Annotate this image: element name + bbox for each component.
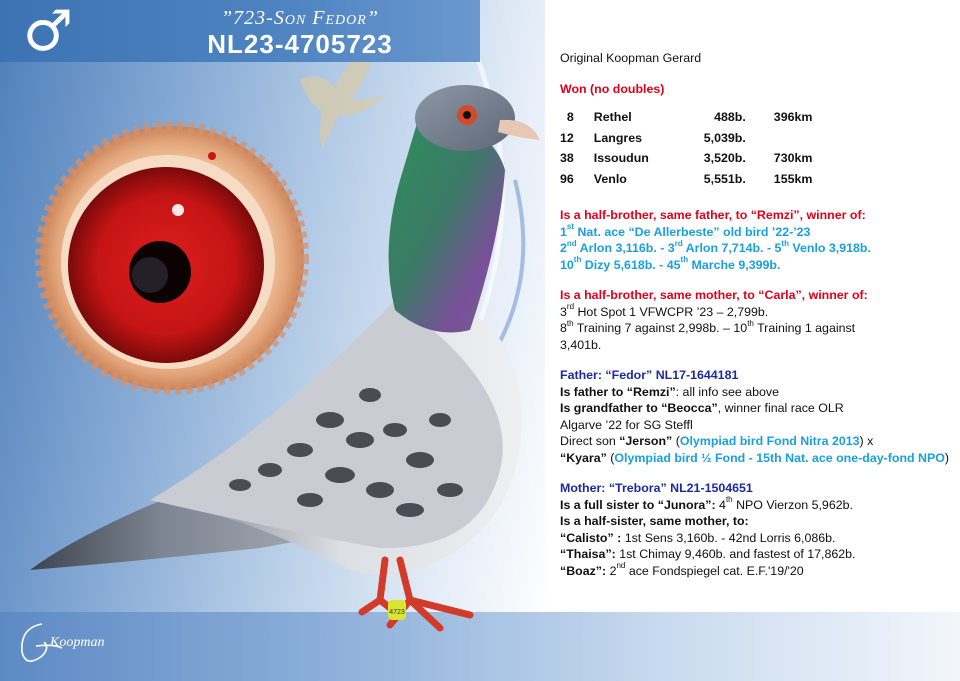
remzi-line: 2nd Arlon 3,116b. - 3rd Arlon 7,714b. - 5th Venlo 3,918b.	[560, 238, 871, 255]
carla-line: 3rd Hot Spot 1 VFWCPR ’23 – 2,799b.	[560, 302, 769, 319]
carla-line: 8th Training 7 against 2,998b. – 10th Training 1 against	[560, 318, 856, 335]
remzi-heading: Is a half-brother, same father, to “Remzi”, winner of:	[560, 208, 866, 222]
father-section	[560, 367, 955, 466]
won-heading: Won (no doubles)	[560, 81, 665, 96]
leg-ring-label: 4723	[389, 609, 405, 616]
remzi-line: 1st Nat. ace “De Allerbeste” old bird ’22-’23	[560, 222, 811, 239]
svg-text:Koopman: Koopman	[50, 635, 105, 650]
pigeon-name: ”723-Son Fedor”	[221, 7, 379, 29]
mother-section	[560, 480, 955, 579]
mother-line: Is a full sister to “Junora”: 4th NPO Vierzon 5,962b.	[560, 495, 853, 512]
male-gender-icon: ♂	[22, 0, 74, 64]
origin-text: Original Koopman Gerard	[560, 51, 702, 65]
table-row: 96 Venlo 5,551b. 155km	[560, 171, 813, 186]
carla-heading: Is a half-brother, same mother, to “Carla”, winner of:	[560, 288, 868, 302]
father-line: Direct son “Jerson” (Olympiad bird Fond Nitra 2013) x	[560, 434, 874, 448]
table-row: 8 Rethel 488b. 396km	[566, 110, 813, 124]
results-table	[560, 107, 834, 189]
father-line: Algarve ’22 for SG Steffl	[560, 417, 693, 432]
koopman-signature-logo	[14, 612, 124, 672]
mother-line: Is a half-sister, same mother, to:	[560, 514, 749, 528]
info-panel	[560, 50, 955, 579]
remzi-section	[560, 207, 955, 273]
father-line: “Kyara” (Olympiad bird ½ Fond - 15th Nat. ace one-day-fond NPO)	[560, 450, 950, 465]
mother-line: “Thaisa”: 1st Chimay 9,460b. and fastest of 17,862b.	[560, 547, 856, 561]
father-line: Is grandfather to “Beocca”, winner final race OLR	[560, 401, 844, 415]
remzi-line: 10th Dizy 5,618b. - 45th Marche 9,399b.	[560, 255, 781, 272]
mother-line: “Calisto” : 1st Sens 3,160b. - 42nd Lorris 6,086b.	[560, 530, 836, 545]
table-row: 12 Langres 5,039b.	[560, 130, 746, 145]
mother-heading: Mother: “Trebora” NL21-1504651	[560, 481, 753, 495]
father-line: Is father to “Remzi”: all info see above	[560, 384, 779, 399]
carla-line: 3,401b.	[560, 337, 602, 352]
mother-line: “Boaz”: 2nd ace Fondspiegel cat. E.F.'19/'20	[560, 561, 804, 578]
father-heading: Father: “Fedor” NL17-1644181	[560, 368, 739, 382]
eye-closeup	[40, 126, 304, 390]
title-bar	[0, 0, 480, 62]
table-row: 38 Issoudun 3,520b. 730km	[560, 151, 813, 165]
carla-section	[560, 287, 955, 353]
ring-number: NL23-4705723	[207, 29, 393, 59]
